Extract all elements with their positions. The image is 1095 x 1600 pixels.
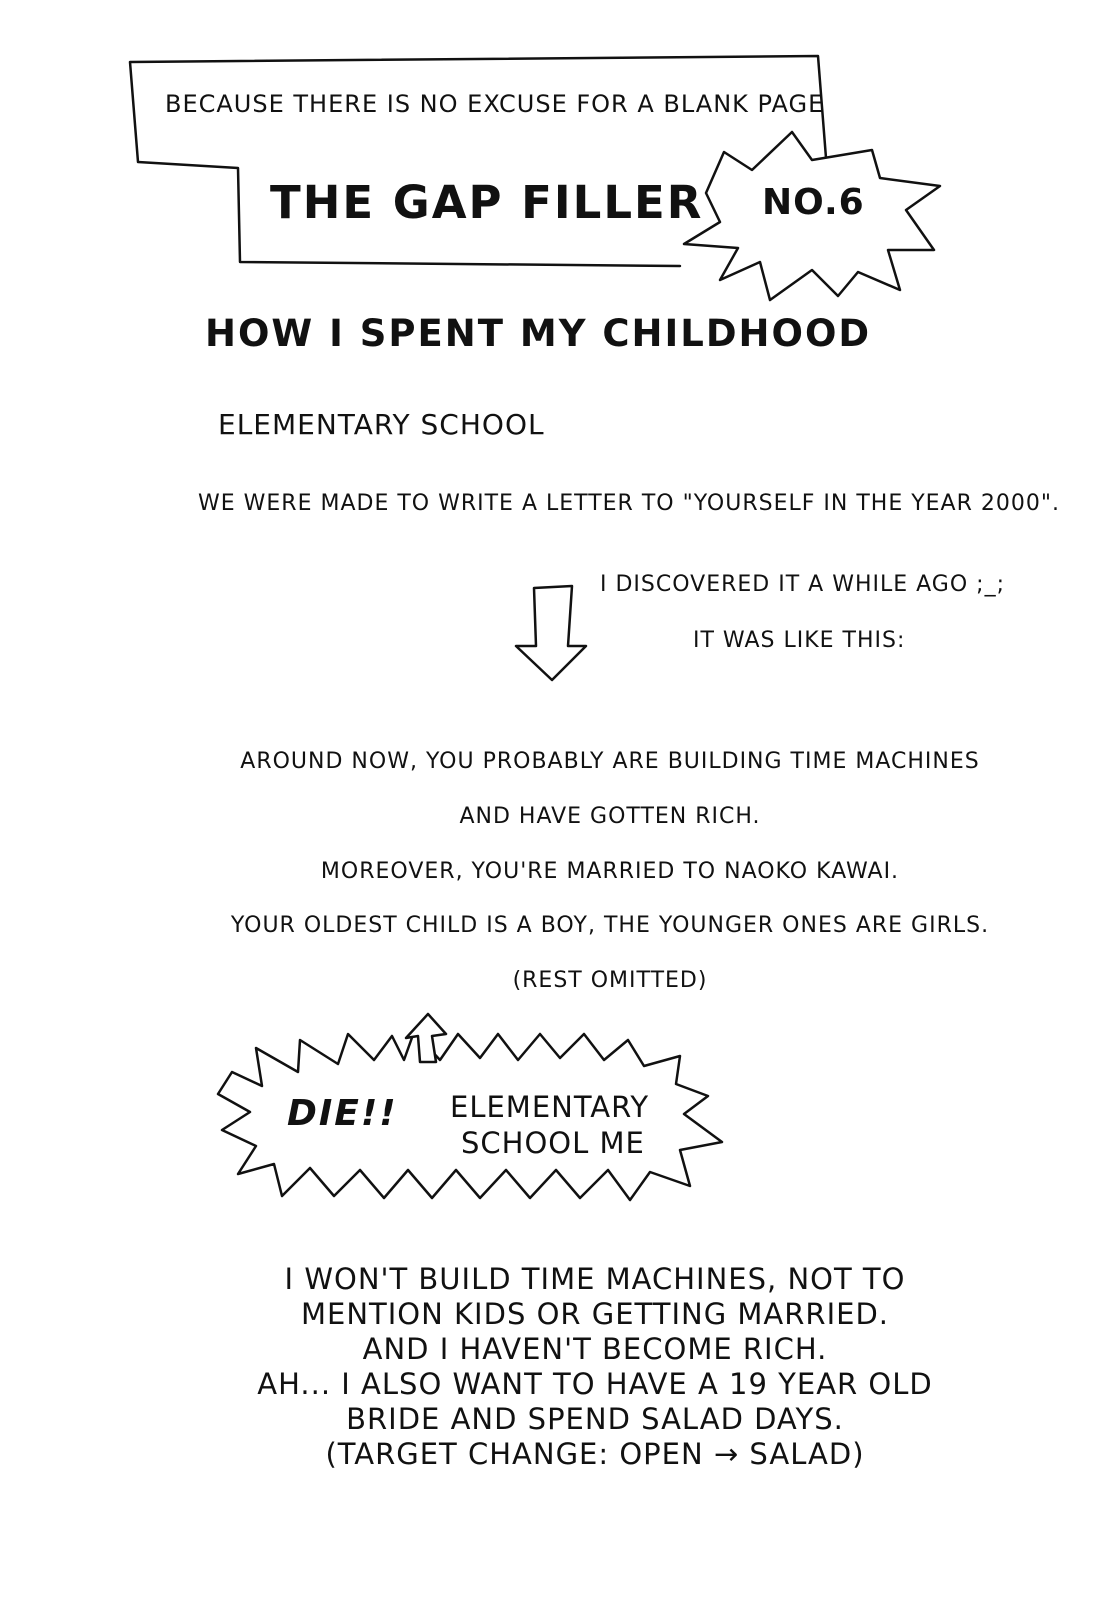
subsection-heading: ELEMENTARY SCHOOL [218,408,545,441]
letter-line: AND HAVE GOTTEN RICH. [459,804,761,829]
intro-text: WE WERE MADE TO WRITE A LETTER TO "YOURSELF IN THE YEAR 2000". [198,491,1060,516]
closing-line: I WON'T BUILD TIME MACHINES, NOT TO [284,1262,906,1296]
burst-line-1: ELEMENTARY [450,1090,650,1124]
closing-line: AND I HAVEN'T BECOME RICH. [362,1332,828,1366]
letter-line: YOUR OLDEST CHILD IS A BOY, THE YOUNGER ONES ARE GIRLS. [230,913,990,938]
burst-line-2: SCHOOL ME [461,1126,645,1160]
letter-line: MOREOVER, YOU'RE MARRIED TO NAOKO KAWAI. [320,859,900,884]
down-arrow [516,586,586,680]
letter-line: AROUND NOW, YOU PROBABLY ARE BUILDING TIME MACHINES [240,749,980,774]
like-this-text: IT WAS LIKE THIS: [693,628,906,653]
page-subtitle: BECAUSE THERE IS NO EXCUSE FOR A BLANK PAGE [165,90,825,118]
closing-line: MENTION KIDS OR GETTING MARRIED. [301,1297,889,1331]
page-title: THE GAP FILLER [270,176,704,229]
closing-line: (TARGET CHANGE: OPEN → SALAD) [325,1437,865,1471]
closing-line: AH... I ALSO WANT TO HAVE A 19 YEAR OLD [257,1367,933,1401]
closing-line: BRIDE AND SPEND SALAD DAYS. [346,1402,844,1436]
section-heading: HOW I SPENT MY CHILDHOOD [205,312,872,355]
burst-exclaim: DIE!! [287,1093,398,1134]
issue-number: NO.6 [762,182,865,223]
letter-line: (REST OMITTED) [512,968,708,993]
discovered-text: I DISCOVERED IT A WHILE AGO ;_; [600,572,1005,597]
